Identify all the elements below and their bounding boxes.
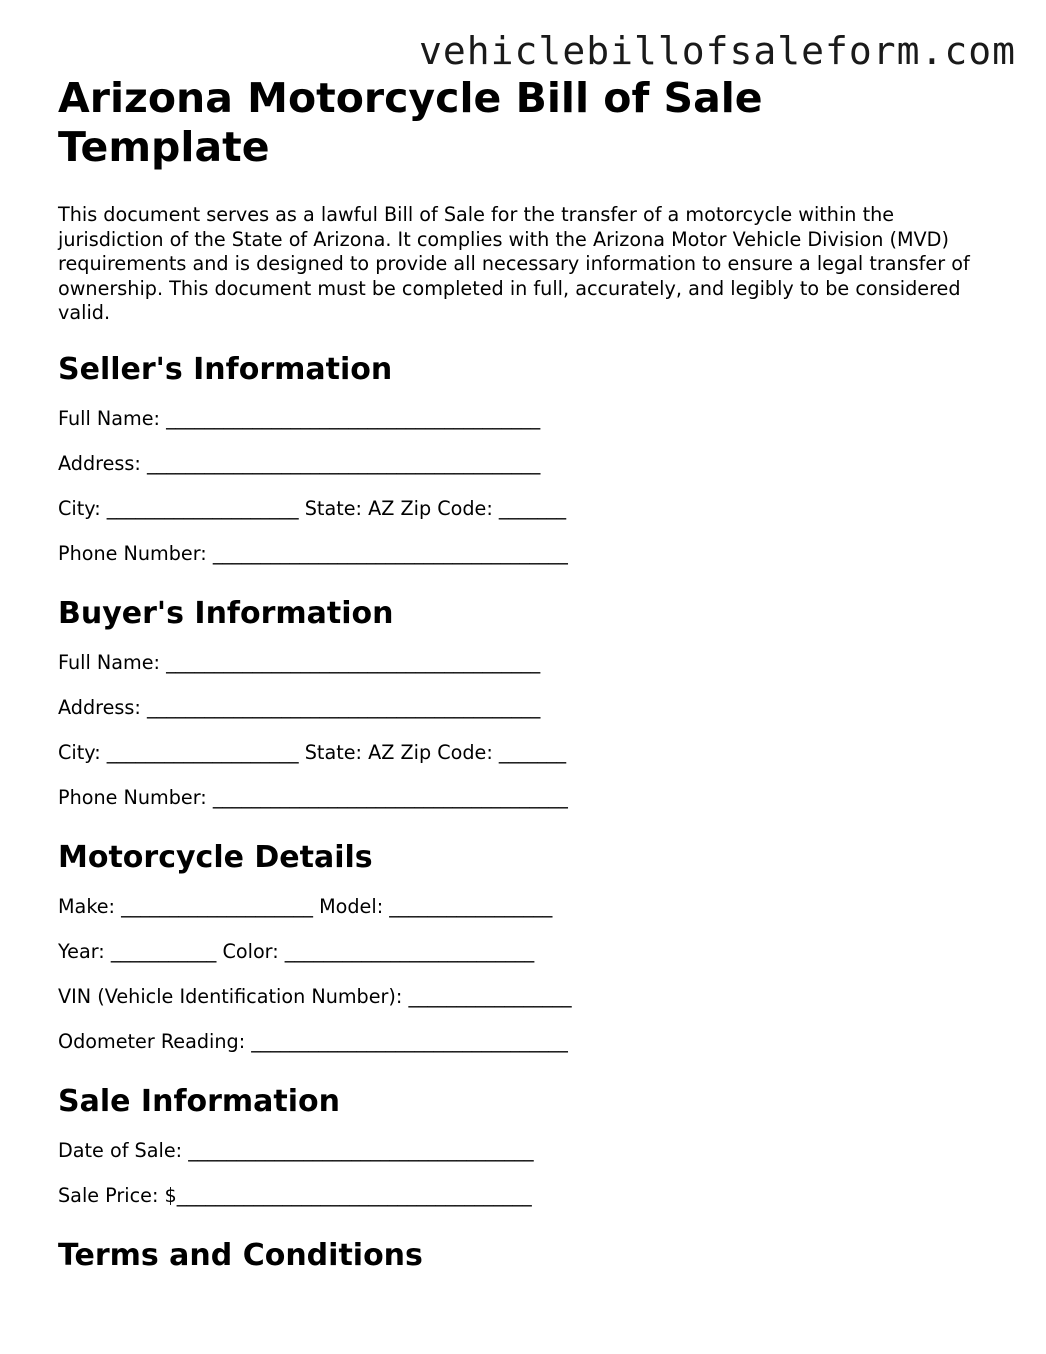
seller-city-state-zip-line: City: ____________________ State: AZ Zip Code: _______ bbox=[58, 496, 567, 520]
buyer-phone-line: Phone Number: _____________________________________ bbox=[58, 785, 568, 809]
seller-address-line: Address: _________________________________________ bbox=[58, 451, 541, 475]
buyer-city-state-zip-line: City: ____________________ State: AZ Zip Code: _______ bbox=[58, 740, 567, 764]
motorcycle-heading: Motorcycle Details bbox=[58, 839, 373, 875]
seller-phone-line: Phone Number: _____________________________________ bbox=[58, 541, 568, 565]
motorcycle-section bbox=[58, 840, 998, 1054]
odometer-line: Odometer Reading: _________________________________ bbox=[58, 1029, 568, 1053]
terms-section bbox=[58, 1238, 998, 1274]
sale-heading: Sale Information bbox=[58, 1083, 340, 1119]
seller-section bbox=[58, 352, 998, 566]
site-watermark: vehiclebillofsaleform.com bbox=[419, 29, 1016, 73]
buyer-fields bbox=[58, 651, 998, 810]
sale-price-line: Sale Price: $_____________________________________ bbox=[58, 1183, 532, 1207]
vin-line: VIN (Vehicle Identification Number): _________________ bbox=[58, 984, 572, 1008]
terms-heading: Terms and Conditions bbox=[58, 1237, 423, 1273]
intro-paragraph: This document serves as a lawful Bill of Sale for the transfer of a motorcycle within the jurisdiction of the State of Arizona. It complies with the Arizona Motor Vehicle Division (MVD) requirements and is designed to provide all necessary information to ensure a legal transfer of ownership. This document must be completed in full, accurately, and legibly to be considered valid. bbox=[58, 203, 970, 324]
buyer-section bbox=[58, 596, 998, 810]
date-of-sale-line: Date of Sale: ____________________________________ bbox=[58, 1138, 534, 1162]
make-model-line: Make: ____________________ Model: _________________ bbox=[58, 894, 553, 918]
seller-heading: Seller's Information bbox=[58, 351, 393, 387]
seller-fields bbox=[58, 407, 998, 566]
buyer-full-name-line: Full Name: _______________________________________ bbox=[58, 650, 541, 674]
document-body bbox=[58, 74, 998, 1274]
sale-section bbox=[58, 1084, 998, 1208]
seller-full-name-line: Full Name: _______________________________________ bbox=[58, 406, 541, 430]
page-title: Arizona Motorcycle Bill of Sale Template bbox=[58, 74, 763, 171]
year-color-line: Year: ___________ Color: __________________________ bbox=[58, 939, 535, 963]
buyer-address-line: Address: _________________________________________ bbox=[58, 695, 541, 719]
motorcycle-fields bbox=[58, 895, 998, 1054]
buyer-heading: Buyer's Information bbox=[58, 595, 394, 631]
sale-fields bbox=[58, 1139, 998, 1208]
